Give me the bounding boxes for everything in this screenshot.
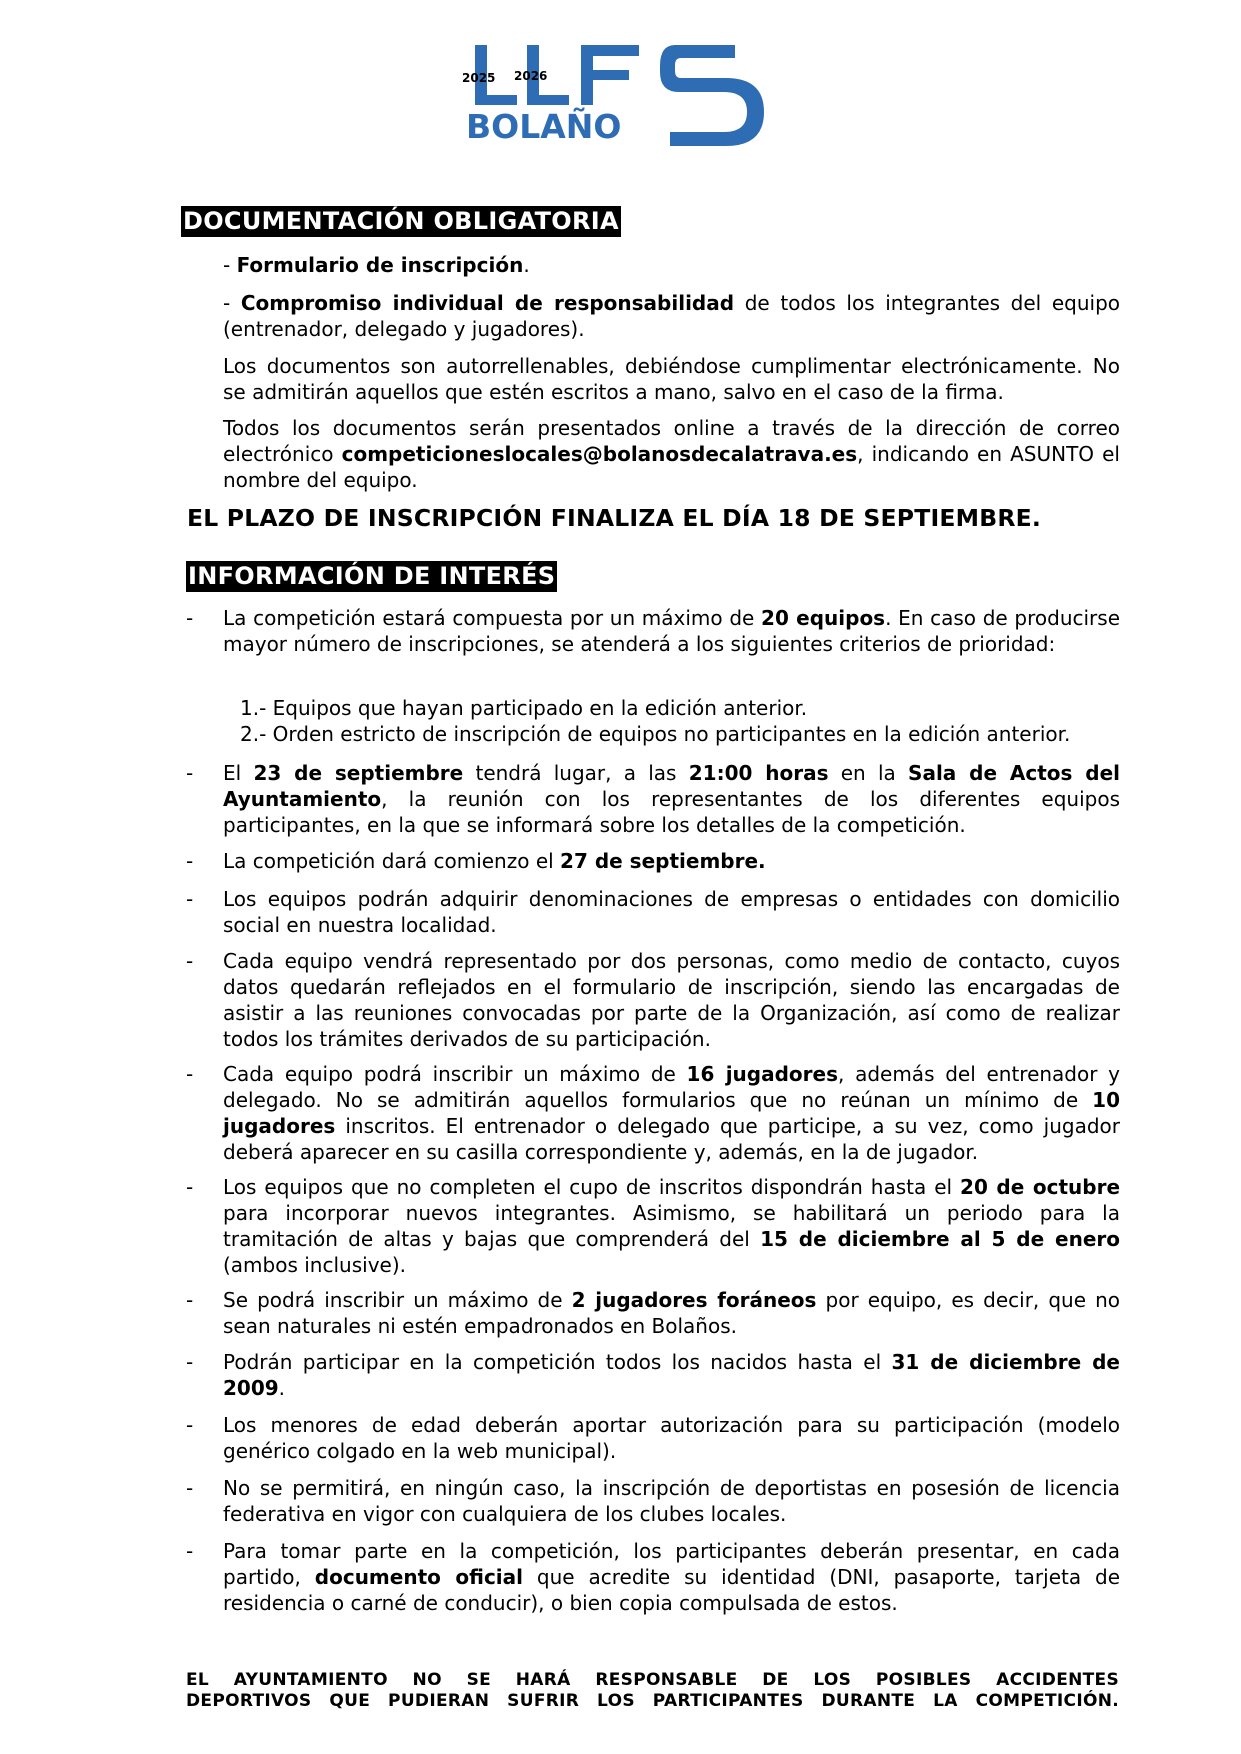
bullet-dash: -: [186, 1413, 194, 1437]
doc-item-commitment: - Compromiso individual de responsabilidad de todos los integrantes del equipo (entrenador, delegado y jugadores).: [223, 291, 1121, 341]
llfs-logo: [462, 40, 800, 150]
info-item-meeting: El 23 de septiembre tendrá lugar, a las 21:00 horas en la Sala de Actos del Ayuntamiento, la reunión con los representantes de los diferentes equipos participantes, en la que se informará sobre los detalles de la competición.: [223, 761, 1121, 837]
disclaimer-line-2: DEPORTIVOS QUE PUDIERAN SUFRIR LOS PARTICIPANTES DURANTE LA COMPETICIÓN.: [186, 1691, 1119, 1711]
documentation-heading: DOCUMENTACIÓN OBLIGATORIA: [183, 207, 619, 235]
doc-item-form: - Formulario de inscripción.: [223, 253, 530, 277]
info-heading: INFORMACIÓN DE INTERÉS: [188, 562, 556, 590]
deadline-notice: EL PLAZO DE INSCRIPCIÓN FINALIZA EL DÍA 18 DE SEPTIEMBRE.: [187, 504, 1042, 532]
liability-disclaimer: [186, 1670, 1119, 1712]
info-item-representatives: Cada equipo vendrá representado por dos personas, como medio de contacto, cuyos datos quedarán reflejados en el formulario de inscripción, siendo las encargadas de asistir a las reuniones convocadas por parte de la Organización, así como de realizar todos los trámites derivados de su participación.: [223, 949, 1120, 1051]
bullet-dash: -: [186, 1350, 194, 1374]
info-item-start-date: La competición dará comienzo el 27 de septiembre.: [223, 849, 766, 873]
info-item-birth-date: Podrán participar en la competición todos los nacidos hasta el 31 de diciembre de 2009.: [223, 1350, 1121, 1400]
logo-year-left: 2025: [462, 71, 496, 85]
bullet-dash: -: [186, 1288, 194, 1312]
bullet-dash: -: [186, 849, 194, 873]
info-item-max-teams: La competición estará compuesta por un máximo de 20 equipos. En caso de producirse mayor número de inscripciones, se atenderá a los siguientes criterios de prioridad:: [223, 606, 1120, 656]
info-item-official-id: Para tomar parte en la competición, los participantes deberán presentar, en cada partido, documento oficial que acredite su identidad (DNI, pasaporte, tarjeta de residencia o carné de conducir), o bien copia compulsada de estos.: [223, 1539, 1121, 1615]
doc-para-submission: Todos los documentos serán presentados online a través de la dirección de correo electrónico competicioneslocales@bolanosdecalatrava.es, indicando en ASUNTO el nombre del equipo.: [223, 416, 1120, 492]
bullet-dash: -: [186, 949, 194, 973]
info-item-minors: Los menores de edad deberán aportar autorización para su participación (modelo genérico colgado en la web municipal).: [223, 1413, 1120, 1463]
bullet-dash: -: [186, 761, 194, 785]
info-item-foreign-players: Se podrá inscribir un máximo de 2 jugadores foráneos por equipo, es decir, que no sean naturales ni estén empadronados en Bolaños.: [223, 1288, 1120, 1338]
logo-town: BOLAÑO: [466, 107, 622, 146]
priority-criterion-2: 2.- Orden estricto de inscripción de equipos no participantes en la edición anterior.: [240, 722, 1071, 746]
bullet-dash: -: [186, 1476, 194, 1500]
bullet-dash: -: [186, 1539, 194, 1563]
bullet-dash: -: [186, 1062, 194, 1086]
info-item-team-names: Los equipos podrán adquirir denominaciones de empresas o entidades con domicilio social en nuestra localidad.: [223, 887, 1120, 937]
priority-criterion-1: 1.- Equipos que hayan participado en la edición anterior.: [240, 696, 808, 720]
info-item-federated-license: No se permitirá, en ningún caso, la inscripción de deportistas en posesión de licencia federativa en vigor con cualquiera de los clubes locales.: [223, 1476, 1120, 1526]
bullet-dash: -: [186, 1175, 194, 1199]
bullet-dash: -: [186, 606, 194, 630]
disclaimer-line-1: EL AYUNTAMIENTO NO SE HARÁ RESPONSABLE DE LOS POSIBLES ACCIDENTES: [186, 1670, 1119, 1690]
doc-para-autofill: Los documentos son autorrellenables, debiéndose cumplimentar electrónicamente. No se admitirán aquellos que estén escritos a mano, salvo en el caso de la firma.: [223, 354, 1120, 404]
info-item-registration-window: Los equipos que no completen el cupo de inscritos dispondrán hasta el 20 de octubre para incorporar nuevos integrantes. Asimismo, se habilitará un periodo para la tramitación de altas y bajas que comprenderá del 15 de diciembre al 5 de enero (ambos inclusive).: [223, 1175, 1121, 1277]
logo-year-right: 2026: [514, 69, 548, 83]
info-item-player-limits: Cada equipo podrá inscribir un máximo de 16 jugadores, además del entrenador y delegado. No se admitirán aquellos formularios que no reúnan un mínimo de 10 jugadores inscritos. El entrenador o delegado que participe, a su vez, como jugador deberá aparecer en su casilla correspondiente y, además, en la de jugador.: [223, 1062, 1121, 1164]
contact-email[interactable]: competicioneslocales@bolanosdecalatrava.es: [341, 442, 858, 466]
bullet-dash: -: [186, 887, 194, 911]
